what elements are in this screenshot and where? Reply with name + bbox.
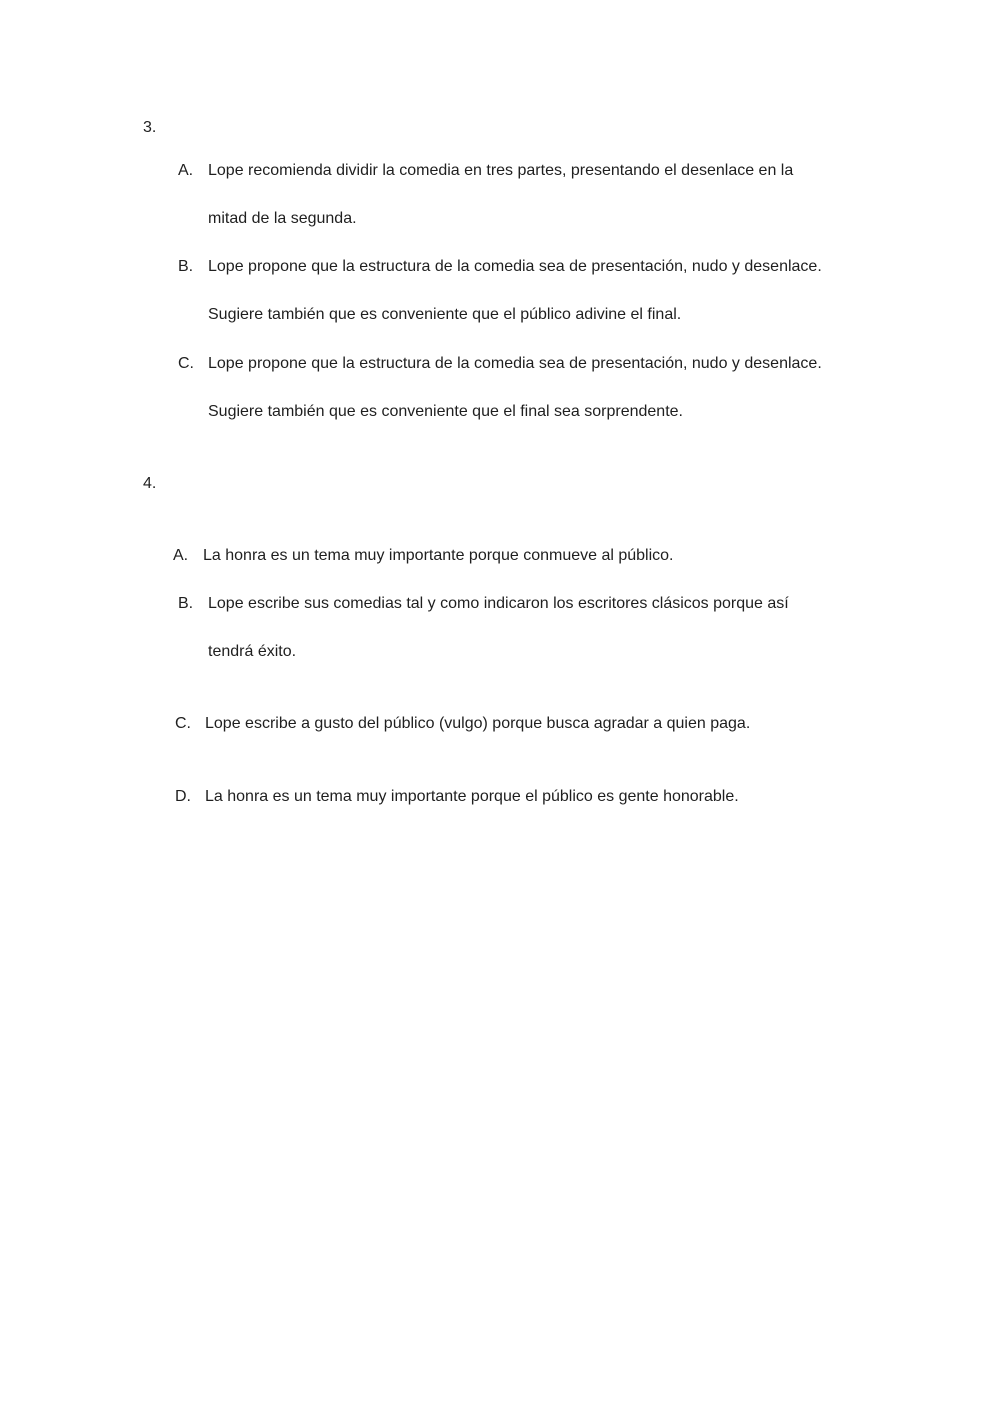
option-text-line: tendrá éxito. [208,643,297,660]
option-text-line: La honra es un tema muy importante porque el público es gente honorable. [205,788,739,805]
option-text-line: Lope propone que la estructura de la comedia sea de presentación, nudo y desenlace. [208,355,822,372]
option-letter: A. [173,547,189,564]
option-letter: D. [175,788,191,805]
option-letter: C. [175,715,191,732]
option-letter: B. [178,595,194,612]
option-letter: A. [178,162,194,179]
option-text-line: Sugiere también que es conveniente que el final sea sorprendente. [208,403,683,420]
option-text-line: Lope recomienda dividir la comedia en tres partes, presentando el desenlace en la [208,162,794,179]
option-text-line: mitad de la segunda. [208,210,357,227]
option-text-line: Lope propone que la estructura de la comedia sea de presentación, nudo y desenlace. [208,258,822,275]
question-number: 3. [143,119,157,136]
option-text-line: Sugiere también que es conveniente que el público adivine el final. [208,306,682,323]
option-text-line: La honra es un tema muy importante porque conmueve al público. [203,547,674,564]
option-letter: C. [178,355,194,372]
option-text-line: Lope escribe sus comedias tal y como indicaron los escritores clásicos porque así [208,595,789,612]
question-number: 4. [143,475,157,492]
option-letter: B. [178,258,194,275]
option-text-line: Lope escribe a gusto del público (vulgo) porque busca agradar a quien paga. [205,715,751,732]
